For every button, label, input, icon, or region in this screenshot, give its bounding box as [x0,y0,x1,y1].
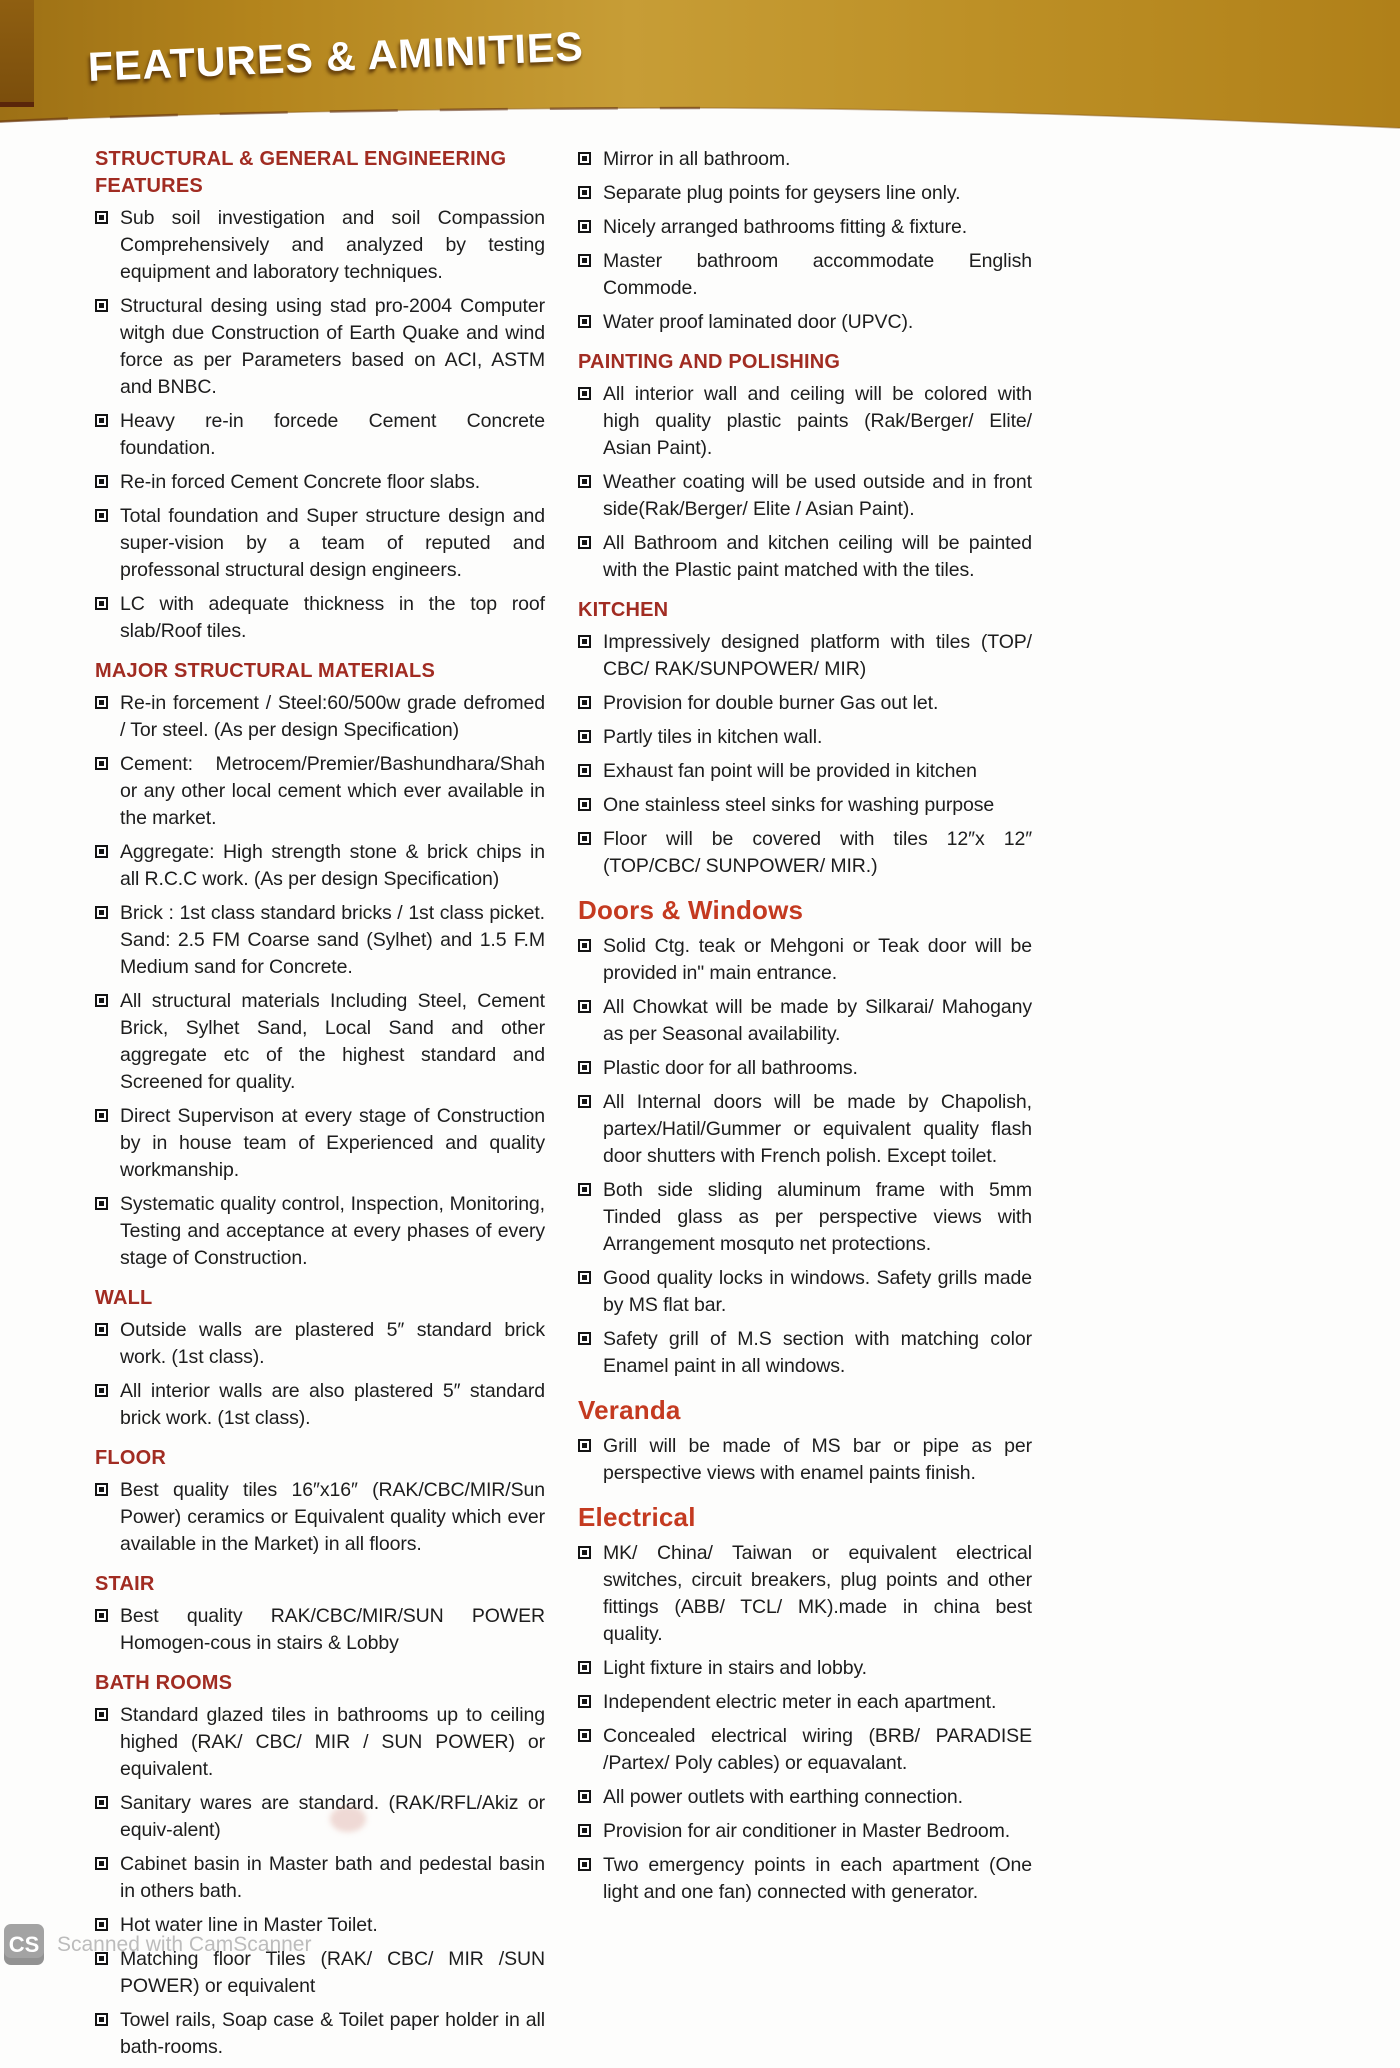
list-item-text: Matching floor Tiles (RAK/ CBC/ MIR /SUN POWER) or equivalent [120,1948,545,1997]
bullet-square-icon [578,1824,591,1837]
list-item [578,1784,1032,1811]
bullet-square-icon [578,1695,591,1708]
list-item [578,1689,1032,1716]
bullet-square-icon [95,757,108,770]
bullet-square-icon [578,1061,591,1074]
section-heading: STRUCTURAL & GENERAL ENGINEERING FEATURES [95,148,507,197]
bullet-square-icon [95,1857,108,1870]
list-item [95,1851,545,1905]
bullet-square-icon [578,475,591,488]
list-item-text: Floor will be covered with tiles 12″x 12″ (TOP/CBC/ SUNPOWER/ MIR.) [603,828,1032,877]
list-item-text: All Internal doors will be made by Chapolish, partex/Hatil/Gummer or equivalent quality flash door shutters with French polish. Except toilet. [603,1091,1032,1167]
section-heading: MAJOR STRUCTURAL MATERIALS [95,660,436,682]
list-item [95,1790,545,1844]
list-item [95,751,545,832]
list-item-text: Towel rails, Soap case & Toilet paper holder in all bath-rooms. [120,2009,545,2058]
bullet-square-icon [95,1109,108,1122]
list-item [578,1655,1032,1682]
list-item-text: Provision for double burner Gas out let. [603,692,939,714]
bullet-square-icon [578,387,591,400]
list-item-text: Exhaust fan point will be provided in kitchen [603,760,977,782]
list-item [578,629,1032,683]
left-column [95,146,545,2068]
list-item [95,1191,545,1272]
list-item-text: Concealed electrical wiring (BRB/ PARADISE /Partex/ Poly cables) or equavalant. [603,1725,1032,1774]
bullet-square-icon [578,635,591,648]
list-item [578,1089,1032,1170]
list-item-text: Grill will be made of MS bar or pipe as per perspective views with enamel paints finish. [603,1435,1032,1484]
list-item [95,591,545,645]
scan-corner-block [0,0,34,107]
list-item-text: LC with adequate thickness in the top roof slab/Roof tiles. [120,593,545,642]
list-item-text: Hot water line in Master Toilet. [120,1914,378,1936]
scan-smudge [330,1806,366,1832]
bullet-square-icon [95,906,108,919]
bullet-square-icon [578,798,591,811]
list-item-text: Plastic door for all bathrooms. [603,1057,858,1079]
list-item [578,994,1032,1048]
bullet-square-icon [578,1729,591,1742]
camscanner-footer [4,1924,311,1965]
list-item-text: All Bathroom and kitchen ceiling will be painted with the Plastic paint matched with the tiles. [603,532,1032,581]
bullet-square-icon [578,764,591,777]
bullet-square-icon [578,696,591,709]
list-item-text: Total foundation and Super structure design and super-vision by a team of reputed and professonal structural design engineers. [120,505,545,581]
bullet-square-icon [95,696,108,709]
list-item-text: Light fixture in stairs and lobby. [603,1657,867,1679]
list-item [95,205,545,286]
bullet-square-icon [95,475,108,488]
bullet-square-icon [578,1271,591,1284]
list-item-text: Provision for air conditioner in Master Bedroom. [603,1820,1011,1842]
bullet-square-icon [95,1197,108,1210]
list-item-text: One stainless steel sinks for washing purpose [603,794,995,816]
list-item-text: MK/ China/ Taiwan or equivalent electrical switches, circuit breakers, plug points and other fittings (ABB/ TCL/ MK).made in china best quality. [603,1542,1032,1645]
list-item [95,469,545,496]
bullet-square-icon [95,509,108,522]
bullet-square-icon [95,299,108,312]
bullet-square-icon [95,1609,108,1622]
bullet-square-icon [578,1790,591,1803]
list-item [578,1540,1032,1648]
list-item [578,690,1032,717]
bullet-square-icon [95,1384,108,1397]
list-item [95,1317,545,1371]
list-item [95,1702,545,1783]
list-item [578,180,1032,207]
list-item-text: Cement: Metrocem/Premier/Bashundhara/Shah or any other local cement which ever available in the market. [120,753,545,829]
list-item-text: Both side sliding aluminum frame with 5mm Tinded glass as per perspective views with Arrangement mosquto net protections. [603,1179,1032,1255]
section-heading: BATH ROOMS [95,1672,233,1694]
list-item [578,826,1032,880]
bullet-square-icon [578,152,591,165]
right-column [578,146,1032,1913]
list-item-text: All interior walls are also plastered 5″ standard brick work. (1st class). [120,1380,545,1429]
list-item [95,293,545,401]
list-item-text: Re-in forced Cement Concrete floor slabs. [120,471,481,493]
bullet-square-icon [578,315,591,328]
list-item-text: Direct Supervison at every stage of Construction by in house team of Experienced and quality workmanship. [120,1105,545,1181]
list-item [578,1818,1032,1845]
list-item-text: Impressively designed platform with tiles (TOP/ CBC/ RAK/SUNPOWER/ MIR) [603,631,1032,680]
list-item-text: Two emergency points in each apartment (One light and one fan) connected with generator. [603,1854,1032,1903]
list-item-text: Separate plug points for geysers line only. [603,182,961,204]
bullet-square-icon [578,1095,591,1108]
bullet-square-icon [95,1796,108,1809]
bullet-square-icon [578,536,591,549]
list-item [578,1326,1032,1380]
section-heading: Electrical [578,1502,696,1532]
list-item [95,690,545,744]
list-item [578,1055,1032,1082]
list-item [578,1433,1032,1487]
list-item-text: Best quality RAK/CBC/MIR/SUN POWER Homogen-cous in stairs & Lobby [120,1605,545,1654]
bullet-square-icon [95,414,108,427]
bullet-square-icon [95,597,108,610]
list-item-text: Aggregate: High strength stone & brick chips in all R.C.C work. (As per design Specification) [120,841,545,890]
list-item-text: Water proof laminated door (UPVC). [603,311,914,333]
list-item [578,469,1032,523]
bullet-square-icon [95,1483,108,1496]
list-item-text: All power outlets with earthing connection. [603,1786,963,1808]
list-item-text: Master bathroom accommodate English Commode. [603,250,1032,299]
list-item [578,792,1032,819]
list-item [578,381,1032,462]
section-heading: Doors & Windows [578,895,804,925]
list-item-text: All structural materials Including Steel, Cement Brick, Sylhet Sand, Local Sand and other aggregate etc of the highest standard and Screened for quality. [120,990,545,1093]
bullet-square-icon [578,1858,591,1871]
list-item [95,1477,545,1558]
list-item [95,1378,545,1432]
list-item [578,1177,1032,1258]
list-item [578,530,1032,584]
list-item-text: Standard glazed tiles in bathrooms up to ceiling highed (RAK/ CBC/ MIR / SUN POWER) or equivalent. [120,1704,545,1780]
list-item [578,933,1032,987]
list-item-text: Heavy re-in forcede Cement Concrete foundation. [120,410,545,459]
list-item-text: Best quality tiles 16″x16″ (RAK/CBC/MIR/Sun Power) ceramics or Equivalent quality which ever available in the Market) in all floors. [120,1479,545,1555]
list-item-text: Sanitary wares are standard. (RAK/RFL/Akiz or equiv-alent) [120,1792,545,1841]
bullet-square-icon [578,220,591,233]
list-item-text: Outside walls are plastered 5″ standard brick work. (1st class). [120,1319,545,1368]
list-item [578,248,1032,302]
list-item [578,1265,1032,1319]
list-item [578,1723,1032,1777]
bullet-square-icon [578,730,591,743]
bullet-square-icon [95,845,108,858]
list-item [95,900,545,981]
list-item [578,724,1032,751]
bullet-square-icon [578,832,591,845]
list-item-text: Safety grill of M.S section with matching color Enamel paint in all windows. [603,1328,1032,1377]
section-heading: KITCHEN [578,599,669,621]
camscanner-logo-icon: CS [4,1924,44,1965]
list-item-text: Sub soil investigation and soil Compassion Comprehensively and analyzed by testing equipment and laboratory techniques. [120,207,545,283]
section-heading: Veranda [578,1395,681,1425]
list-item [95,988,545,1096]
list-item-text: Re-in forcement / Steel:60/500w grade defromed / Tor steel. (As per design Specification) [120,692,545,741]
list-item-text: Structural desing using stad pro-2004 Computer witgh due Construction of Earth Quake and wind force as per Parameters based on ACI, ASTM and BNBC. [120,295,545,398]
bullet-square-icon [95,1708,108,1721]
bullet-square-icon [578,939,591,952]
list-item-text: Partly tiles in kitchen wall. [603,726,823,748]
list-item-text: All Chowkat will be made by Silkarai/ Mahogany as per Seasonal availability. [603,996,1032,1045]
section-heading: STAIR [95,1573,155,1595]
list-item-text: Good quality locks in windows. Safety grills made by MS flat bar. [603,1267,1032,1316]
list-item [578,1852,1032,1906]
bullet-square-icon [578,1439,591,1452]
list-item [95,839,545,893]
list-item-text: Mirror in all bathroom. [603,148,791,170]
bullet-square-icon [578,186,591,199]
bullet-square-icon [578,1332,591,1345]
bullet-square-icon [578,1183,591,1196]
list-item [578,309,1032,336]
bullet-square-icon [578,1000,591,1013]
bullet-square-icon [578,1546,591,1559]
list-item-text: Cabinet basin in Master bath and pedestal basin in others bath. [120,1853,545,1902]
page-title: FEATURES & AMINITIES [87,23,585,90]
list-item [578,758,1032,785]
list-item [578,146,1032,173]
list-item [95,1603,545,1657]
list-item [95,503,545,584]
list-item-text: Independent electric meter in each apartment. [603,1691,997,1713]
bullet-square-icon [578,254,591,267]
list-item [95,2007,545,2061]
bullet-square-icon [95,2013,108,2026]
list-item-text: Nicely arranged bathrooms fitting & fixture. [603,216,968,238]
list-item-text: All interior wall and ceiling will be colored with high quality plastic paints (Rak/Berger/ Elite/ Asian Paint). [603,383,1032,459]
section-heading: WALL [95,1287,153,1309]
bullet-square-icon [95,994,108,1007]
list-item-text: Solid Ctg. teak or Mehgoni or Teak door will be provided in" main entrance. [603,935,1032,984]
list-item-text: Weather coating will be used outside and in front side(Rak/Berger/ Elite / Asian Paint). [603,471,1032,520]
list-item [95,408,545,462]
bullet-square-icon [95,1323,108,1336]
section-heading: FLOOR [95,1447,166,1469]
list-item [95,1103,545,1184]
bullet-square-icon [578,1661,591,1674]
camscanner-watermark-text: Scanned with CamScanner [57,1932,312,1956]
bullet-square-icon [95,211,108,224]
section-heading: PAINTING AND POLISHING [578,351,841,373]
list-item-text: Brick : 1st class standard bricks / 1st class picket. Sand: 2.5 FM Coarse sand (Sylhet) and 1.5 F.M Medium sand for Concrete. [120,902,545,978]
list-item [578,214,1032,241]
list-item-text: Systematic quality control, Inspection, Monitoring, Testing and acceptance at every phases of every stage of Construction. [120,1193,545,1269]
